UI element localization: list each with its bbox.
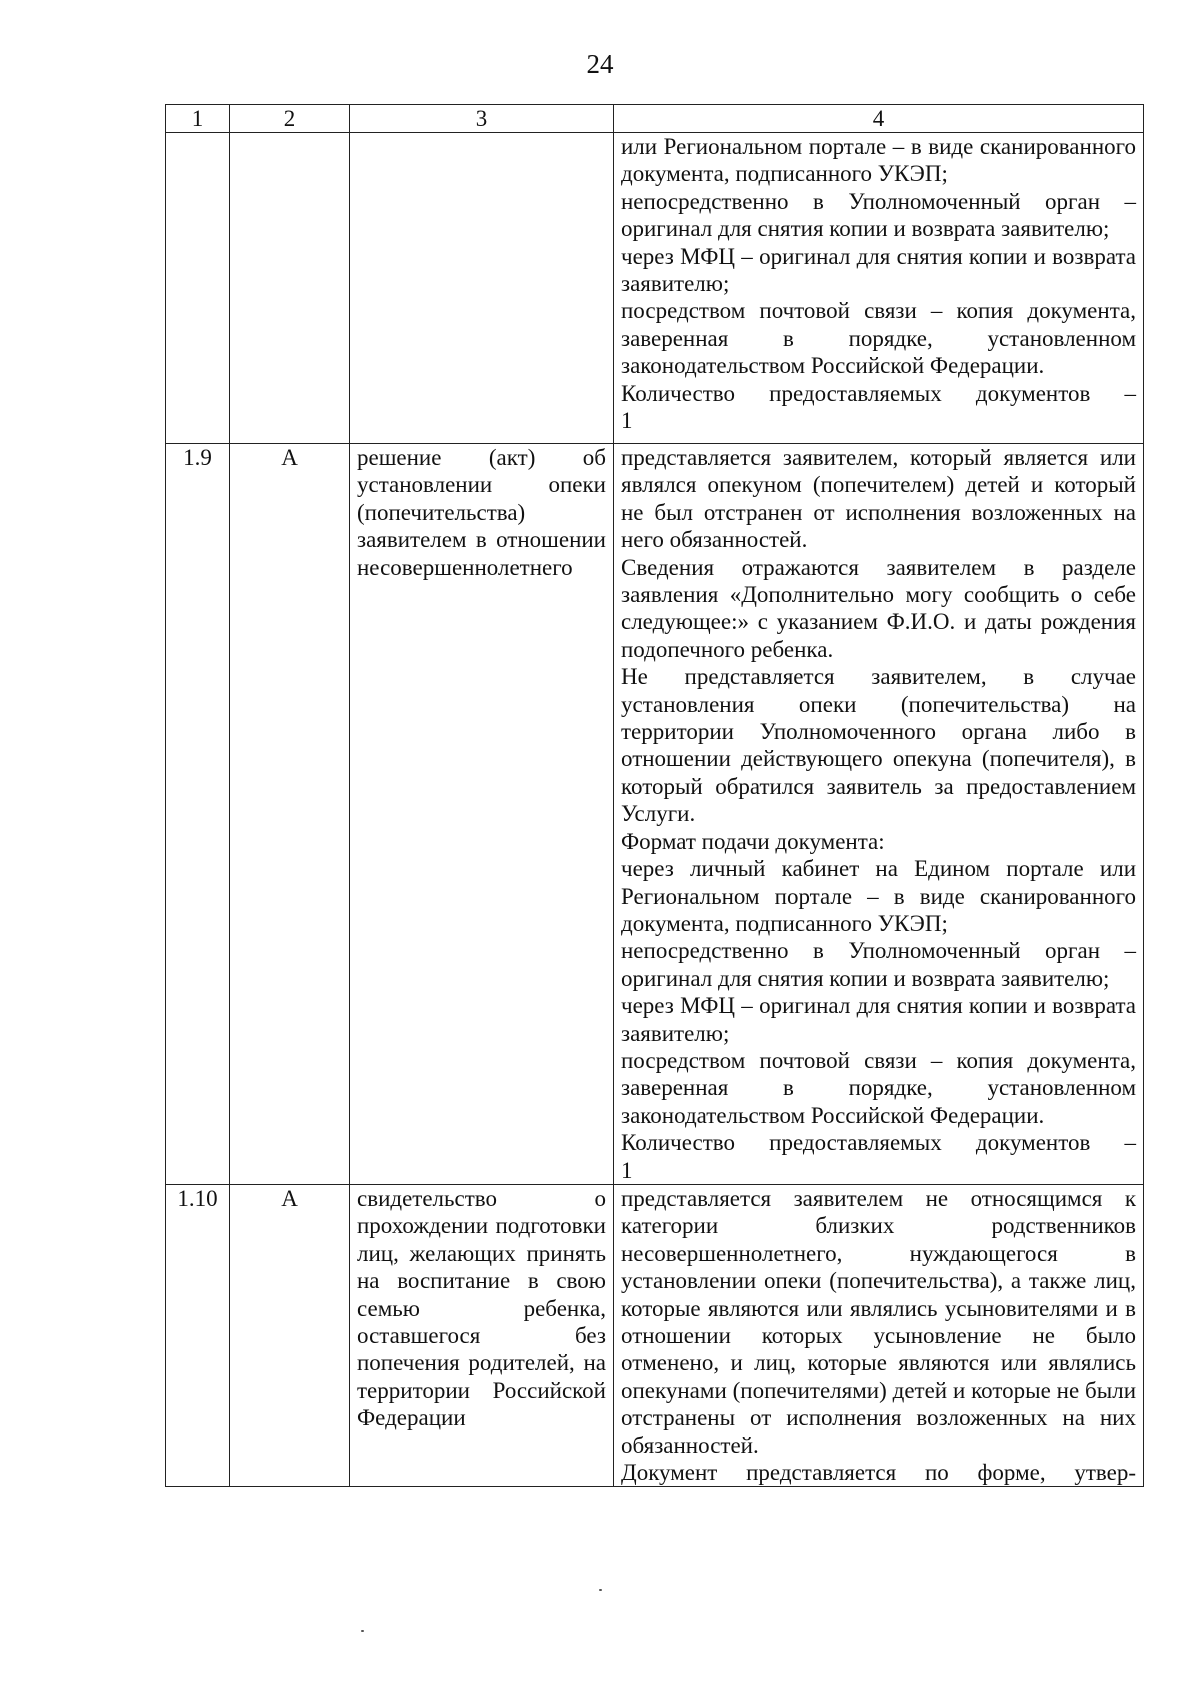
document-count: 1 (621, 408, 633, 434)
table-header-row (166, 105, 1144, 133)
description-paragraph: Документ представляется по форме, утвер- (621, 1460, 1136, 1486)
row-type-cell: А (230, 1184, 350, 1486)
document-name-cell (350, 444, 614, 1185)
description-paragraph: представляется заявителем, который является или являлся опекуном (попечителем) детей и который не был отстранен от исполнения возложенных на него обязанностей. (621, 445, 1136, 553)
document-name-text: решение (акт) об установлении опеки (попечительства) заявителем в отношении несовершеннолетнего (357, 445, 606, 580)
row-type-cell: А (230, 444, 350, 1185)
description-paragraph: Сведения отражаются заявителем в разделе заявления «Дополнительно могу сообщить о себе следующее:» с указанием Ф.И.О. и даты рождения подопечного ребенка. (621, 554, 1136, 662)
scan-speck (361, 1630, 364, 1632)
document-name-text: свидетельство о прохождении подготовки лиц, желающих принять на воспитание в свою семью ребенка, оставшегося без попечения родителей, на территории Российской Федерации (357, 1185, 606, 1431)
document-description-cell (614, 444, 1144, 1185)
row-number-cell: 1.10 (166, 1184, 230, 1486)
page-number: 24 (586, 49, 614, 79)
description-paragraph: Не представляется заявителем, в случае установления опеки (попечительства) на территории Уполномоченного органа либо в отношении действующего опекуна (попечителя), в который обратился заявитель за предоставлением Услуги. (621, 664, 1136, 827)
description-paragraph: Количество предоставляемых документов – (621, 1130, 1136, 1156)
description-paragraph: Формат подачи документа: (621, 828, 885, 854)
description-paragraph: непосредственно в Уполномоченный орган – оригинал для снятия копии и возврата заявителю; (621, 938, 1136, 991)
description-paragraph: непосредственно в Уполномоченный орган – оригинал для снятия копии и возврата заявителю; (621, 188, 1136, 242)
description-paragraph: через личный кабинет на Едином портале или Региональном портале – в виде сканированного документа, подписанного УКЭП; (621, 856, 1136, 936)
description-paragraph: через МФЦ – оригинал для снятия копии и возврата заявителю; (621, 993, 1136, 1046)
row-type-cell (230, 133, 350, 444)
document-count: 1 (621, 1157, 633, 1183)
documents-table (165, 104, 1144, 1487)
description-paragraph: или Региональном портале – в виде сканированного документа, подписанного УКЭП; (621, 134, 1136, 187)
description-paragraph: Количество предоставляемых документов – (621, 380, 1136, 406)
description-paragraph: представляется заявителем не относящимся к категории близких родственников несовершеннолетнего, нуждающегося в установлении опеки (попечительства), а также лиц, которые являются или являлись усыновителями и в отношении которых усыновление не было отменено, и лиц, которые являются или являлись опекунами (попечителями) детей и которые не были отстранены от исполнения возложенных на них обязанностей. (621, 1185, 1136, 1458)
column-header-2: 2 (230, 105, 350, 133)
column-header-3: 3 (350, 105, 614, 133)
description-paragraph: посредством почтовой связи – копия документа, заверенная в порядке, установленном законодательством Российской Федерации. (621, 298, 1136, 379)
document-name-cell (350, 133, 614, 444)
table-row (166, 444, 1144, 1185)
description-paragraph: через МФЦ – оригинал для снятия копии и возврата заявителю; (621, 243, 1136, 297)
column-header-1: 1 (166, 105, 230, 133)
column-header-4: 4 (614, 105, 1144, 133)
row-number-cell (166, 133, 230, 444)
document-name-cell (350, 1184, 614, 1486)
table-row (166, 1184, 1144, 1486)
row-number-cell: 1.9 (166, 444, 230, 1185)
scan-speck (599, 1589, 602, 1591)
table-row (166, 133, 1144, 444)
document-description-cell (614, 1184, 1144, 1486)
description-paragraph: посредством почтовой связи – копия документа, заверенная в порядке, установленном законодательством Российской Федерации. (621, 1047, 1136, 1128)
document-description-cell (614, 133, 1144, 444)
